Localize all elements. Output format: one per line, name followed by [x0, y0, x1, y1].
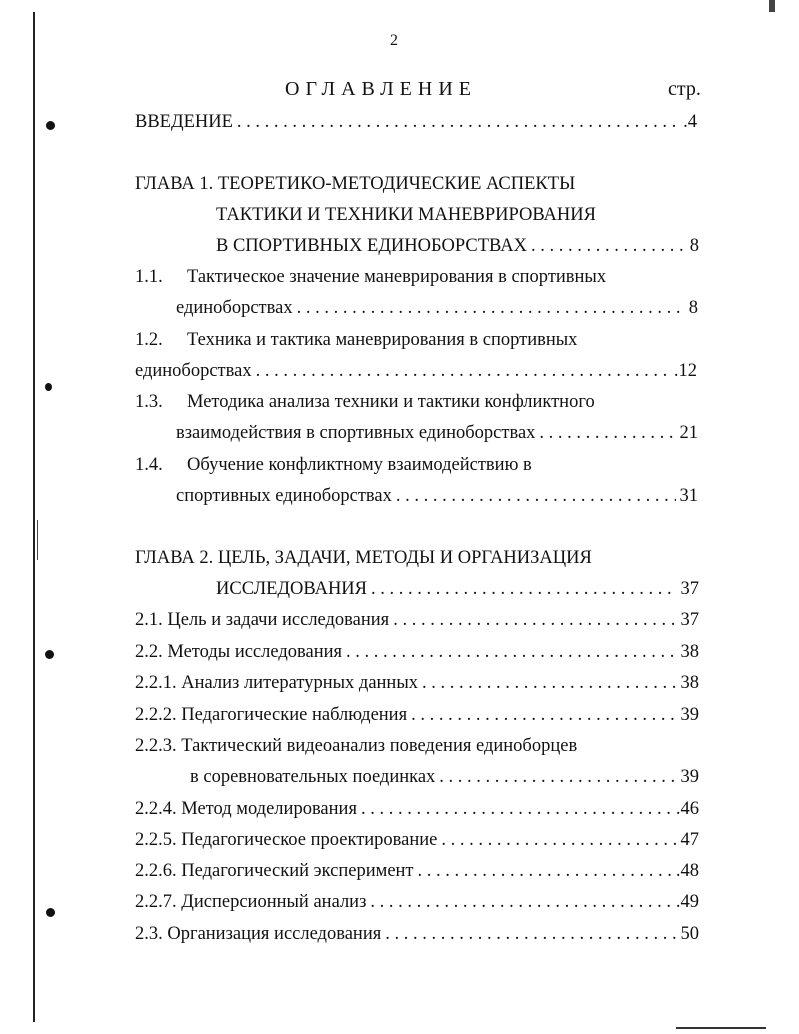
- dot-leader: [441, 828, 676, 852]
- toc-entry-text: 2.2. Методы исследования: [135, 642, 343, 662]
- toc-entry-intro: [135, 110, 697, 134]
- toc-page-number: 50: [680, 924, 699, 944]
- dot-leader: [297, 296, 685, 320]
- dot-leader: [539, 421, 675, 445]
- dot-leader: [531, 234, 686, 258]
- toc-title: ОГЛАВЛЕНИЕ: [285, 78, 477, 100]
- toc-entry-text: взаимодействия в спортивных единоборствах: [176, 423, 536, 443]
- chapter-2-heading-line-1: ГЛАВА 2. ЦЕЛЬ, ЗАДАЧИ, МЕТОДЫ И ОРГАНИЗАЦИЯ: [135, 548, 592, 568]
- page-number: 2: [390, 32, 398, 49]
- toc-entry-text: Тактическое значение маневрирования в спортивных: [187, 267, 607, 287]
- section-number: 1.4.: [135, 455, 163, 475]
- page-column-label: стр.: [668, 78, 701, 100]
- toc-page-number: 8: [689, 236, 699, 256]
- toc-entry-2-2-6: [135, 859, 699, 883]
- toc-page-number: 8: [688, 298, 698, 318]
- toc-entry-text: 2.2.1. Анализ литературных данных: [135, 673, 419, 693]
- toc-entry-1-1-cont: [176, 296, 698, 320]
- dot-leader: [256, 359, 670, 383]
- toc-page-number: .48: [675, 861, 699, 881]
- toc-entry-1-2: [135, 328, 577, 352]
- toc-entry-2-2-1: [135, 671, 699, 695]
- toc-page-number: 37: [680, 579, 699, 599]
- toc-page-number: .4: [683, 112, 697, 132]
- toc-entry-text: единоборствах: [176, 298, 293, 318]
- binding-margin-line-secondary: [37, 520, 38, 560]
- chapter-1-heading-line-1: ГЛАВА 1. ТЕОРЕТИКО-МЕТОДИЧЕСКИЕ АСПЕКТЫ: [135, 174, 576, 194]
- dot-leader: [346, 640, 676, 664]
- binding-hole-dot: [45, 650, 54, 659]
- toc-entry-text: ИССЛЕДОВАНИЯ: [216, 579, 367, 599]
- chapter-1-heading-line-2: ТАКТИКИ И ТЕХНИКИ МАНЕВРИРОВАНИЯ: [216, 205, 596, 225]
- section-number: 1.3.: [135, 392, 163, 412]
- toc-entry-2-2-5: [135, 828, 699, 852]
- toc-page-number: .46: [675, 799, 699, 819]
- toc-entry-2-2-4: [135, 797, 699, 821]
- dot-leader: [439, 765, 676, 789]
- toc-page-number: 38: [680, 642, 699, 662]
- section-number: 1.2.: [135, 330, 163, 350]
- dot-leader: [422, 671, 676, 695]
- toc-entry-text: В СПОРТИВНЫХ ЕДИНОБОРСТВАХ: [216, 236, 527, 256]
- toc-entry-text: в соревновательных поединках: [190, 767, 436, 787]
- dot-leader: [237, 110, 679, 134]
- toc-entry-text: 2.2.5. Педагогическое проектирование: [135, 830, 438, 850]
- section-number: 1.1.: [135, 267, 163, 287]
- toc-entry-text: 2.1. Цель и задачи исследования: [135, 610, 390, 630]
- binding-hole-dot: [45, 383, 52, 391]
- toc-entry-text: 2.3. Организация исследования: [135, 924, 382, 944]
- toc-entry-1-3: [135, 390, 595, 414]
- toc-page-number: 39: [680, 705, 699, 725]
- dot-leader: [370, 890, 671, 914]
- dot-leader: [411, 703, 676, 727]
- toc-entry-1-4-cont: [176, 484, 698, 508]
- binding-hole-dot: [46, 908, 55, 917]
- toc-page-number: 31: [679, 486, 698, 506]
- dot-leader: [371, 577, 677, 601]
- dot-leader: [396, 484, 676, 508]
- toc-entry-text: 2.2.4. Метод моделирования: [135, 799, 357, 819]
- toc-entry-1-1: [135, 265, 606, 289]
- toc-entry-2-2-3-cont: [190, 765, 699, 789]
- binding-hole-dot: [46, 121, 55, 130]
- toc-entry-text: Техника и тактика маневрирования в спортивных: [187, 330, 578, 350]
- scan-corner-mark: [769, 0, 775, 12]
- toc-entry-text: спортивных единоборствах: [176, 486, 392, 506]
- toc-entry-text: 2.2.2. Педагогические наблюдения: [135, 705, 408, 725]
- toc-entry-text: 2.2.7. Дисперсионный анализ: [135, 892, 367, 912]
- toc-page-number: .12: [673, 361, 697, 381]
- toc-page-number: 38: [680, 673, 699, 693]
- toc-entry-1-2-cont: [135, 359, 697, 383]
- toc-entry-2-2-7: [135, 890, 699, 914]
- toc-entry-1-3-cont: [176, 421, 698, 445]
- dot-leader: [393, 608, 676, 632]
- toc-entry-2-3: [135, 922, 699, 946]
- toc-page-number: 21: [679, 423, 698, 443]
- toc-entry-text: Методика анализа техники и тактики конфликтного: [187, 392, 595, 412]
- toc-page-number: 37: [680, 610, 699, 630]
- toc-entry-text: 2.2.6. Педагогический эксперимент: [135, 861, 414, 881]
- chapter-1-heading-line-3: [216, 234, 699, 258]
- dot-leader: [361, 797, 672, 821]
- toc-entry-1-4: [135, 453, 532, 477]
- toc-entry-text: единоборствах: [135, 361, 252, 381]
- toc-entry-2-1: [135, 608, 699, 632]
- toc-page-number: 47: [680, 830, 699, 850]
- binding-margin-line: [33, 12, 35, 1022]
- toc-page-number: .49: [675, 892, 699, 912]
- toc-entry-text: ВВЕДЕНИЕ: [135, 112, 233, 132]
- toc-entry-2-2: [135, 640, 699, 664]
- toc-page-number: 39: [680, 767, 699, 787]
- toc-entry-text: Обучение конфликтному взаимодействию в: [187, 455, 532, 475]
- dot-leader: [385, 922, 676, 946]
- toc-entry-2-2-3: 2.2.3. Тактический видеоанализ поведения единоборцев: [135, 736, 578, 756]
- chapter-2-heading-line-2: [216, 577, 699, 601]
- scan-bottom-mark: [676, 1027, 766, 1029]
- dot-leader: [418, 859, 672, 883]
- toc-entry-2-2-2: [135, 703, 699, 727]
